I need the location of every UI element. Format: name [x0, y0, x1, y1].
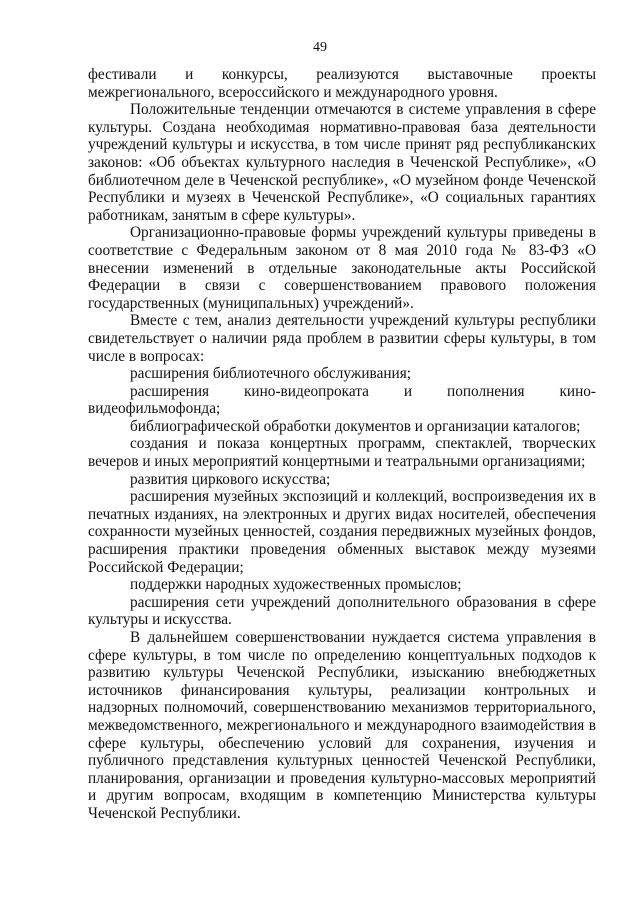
document-body	[88, 66, 596, 823]
list-item-film-distribution: расширения кино-видеопроката и пополнения кино-видеофильмофонда;	[88, 382, 596, 418]
list-item-museum-expositions: расширения музейных экспозиций и коллекций, воспроизведения их в печатных изданиях, на электронных и других видах носителей, обеспечения сохранности музейных ценностей, создания передвижных музейных фондов, расширения практики проведения обменных выставок между музеями Российской Федерации;	[88, 488, 596, 576]
paragraph-festivals: фестивали и конкурсы, реализуются выставочные проекты межрегионального, всероссийского и международного уровня.	[88, 66, 596, 101]
list-item-concert-programs: создания и показа концертных программ, спектаклей, творческих вечеров и иных мероприятий концертными и театральными организациями;	[88, 435, 596, 471]
paragraph-management-improvement: В дальнейшем совершенствовании нуждается система управления в сфере культуры, в том числе по определению концептуальных подходов к развитию культуры Чеченской Республики, изысканию внебюджетных источников финансирования культуры, реализации контрольных и надзорных полномочий, совершенствованию механизмов территориального, межведомственного, межрегионального и международного взаимодействия в сфере культуры, обеспечению условий для сохранения, изучения и публичного представления культурных ценностей Чеченской Республики, планирования, организации и проведения культурно-массовых мероприятий и другим вопросам, входящим в компетенцию Министерства культуры Чеченской Республики.	[88, 629, 596, 822]
list-item-bibliographic-processing: библиографической обработки документов и организации каталогов;	[130, 417, 581, 435]
list-item-additional-education: расширения сети учреждений дополнительного образования в сфере культуры и искусства.	[88, 593, 596, 629]
list-item-folk-crafts: поддержки народных художественных промыслов;	[130, 576, 462, 594]
paragraph-legal-forms: Организационно-правовые формы учреждений культуры приведены в соответствие с Федеральным законом от 8 мая 2010 года № 83-ФЗ «О внесении изменений в отдельные законодательные акты Российской Федерации в связи с совершенствованием правового положения государственных (муниципальных) учреждений».	[88, 224, 596, 312]
paragraph-positive-trends: Положительные тенденции отмечаются в системе управления в сфере культуры. Создана необходимая нормативно-правовая база деятельности учреждений культуры и искусства, в том числе принят ряд республиканских законов: «Об объектах культурного наследия в Чеченской Республике», «О библиотечном деле в Чеченской республике», «О музейном фонде Чеченской Республики и музеях в Чеченской Республике», «О социальных гарантиях работникам, занятым в сфере культуры».	[88, 101, 596, 224]
page-number: 49	[313, 40, 327, 55]
list-item-library-service: расширения библиотечного обслуживания;	[130, 365, 412, 383]
list-item-circus-art: развития циркового искусства;	[130, 470, 331, 488]
paragraph-problems-intro: Вместе с тем, анализ деятельности учреждений культуры республики свидетельствует о наличии ряда проблем в развитии сферы культуры, в том числе в вопросах:	[88, 312, 596, 365]
